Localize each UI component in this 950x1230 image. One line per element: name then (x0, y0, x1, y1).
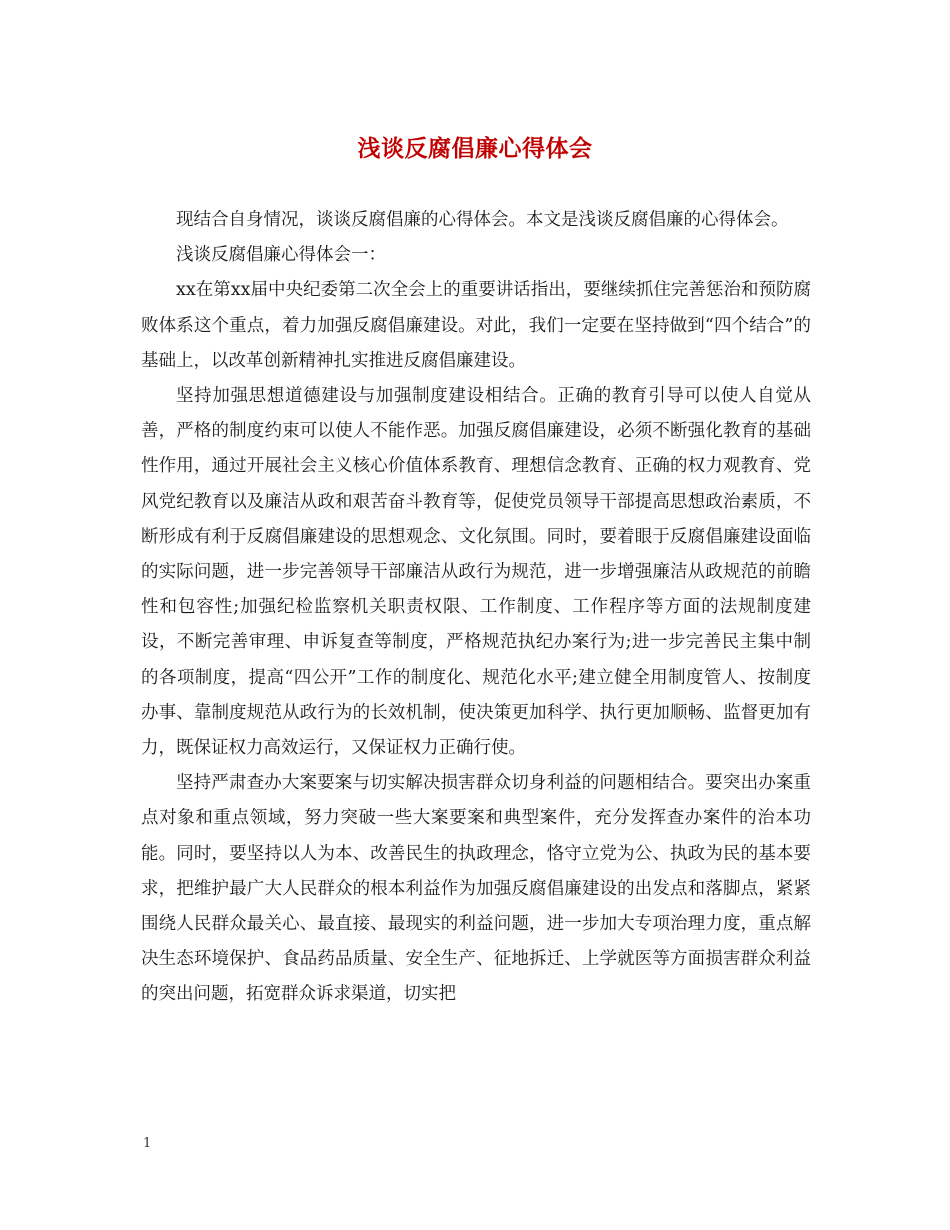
paragraph-heading: 浅谈反腐倡廉心得体会一： (176, 245, 386, 266)
paragraph-3: 坚持严肃查办大案要案与切实解决损害群众切身利益的问题相结合。要突出办案重点对象和重点领域，努力突破一些大案要案和典型案件，充分发挥查办案件的治本功能。同时，要坚持以人为本、改善民生的执政理念，恪守立党为公、执政为民的基本要求，把维护最广大人民群众的根本利益作为加强反腐倡廉建设的出发点和落脚点，紧紧围绕人民群众最关心、最直接、最现实的利益问题，进一步加大专项治理力度，重点解决生态环境保护、食品药品质量、安全生产、征地拆迁、上学就医等方面损害群众利益的突出问题，拓宽群众诉求渠道，切实把 (141, 773, 811, 1005)
page-number: 1 (143, 1136, 152, 1151)
paragraph-1: xx在第xx届中央纪委第二次全会上的重要讲话指出，要继续抓住完善惩治和预防腐败体系这个重点，着力加强反腐倡廉建设。对此，我们一定要在坚持做到“四个结合”的基础上，以改革创新精神扎实推进反腐倡廉建设。 (141, 280, 811, 371)
paragraph-2: 坚持加强思想道德建设与加强制度建设相结合。正确的教育引导可以使人自觉从善，严格的制度约束可以使人不能作恶。加强反腐倡廉建设，必须不断强化教育的基础性作用，通过开展社会主义核心价值体系教育、理想信念教育、正确的权力观教育、党风党纪教育以及廉洁从政和艰苦奋斗教育等，促使党员领导干部提高思想政治素质，不断形成有利于反腐倡廉建设的思想观念、文化氛围。同时，要着眼于反腐倡廉建设面临的实际问题，进一步完善领导干部廉洁从政行为规范，进一步增强廉洁从政规范的前瞻性和包容性;加强纪检监察机关职责权限、工作制度、工作程序等方面的法规制度建设，不断完善审理、申诉复查等制度，严格规范执纪办案行为;进一步完善民主集中制的各项制度，提高“四公开”工作的制度化、规范化水平;建立健全用制度管人、按制度办事、靠制度规范从政行为的长效机制，使决策更加科学、执行更加顺畅、监督更加有力，既保证权力高效运行，又保证权力正确行使。 (141, 386, 811, 759)
document-body (141, 203, 811, 1013)
document-title: 浅谈反腐倡廉心得体会 (357, 135, 593, 162)
paragraph-intro: 现结合自身情况，谈谈反腐倡廉的心得体会。本文是浅谈反腐倡廉的心得体会。 (176, 210, 789, 230)
